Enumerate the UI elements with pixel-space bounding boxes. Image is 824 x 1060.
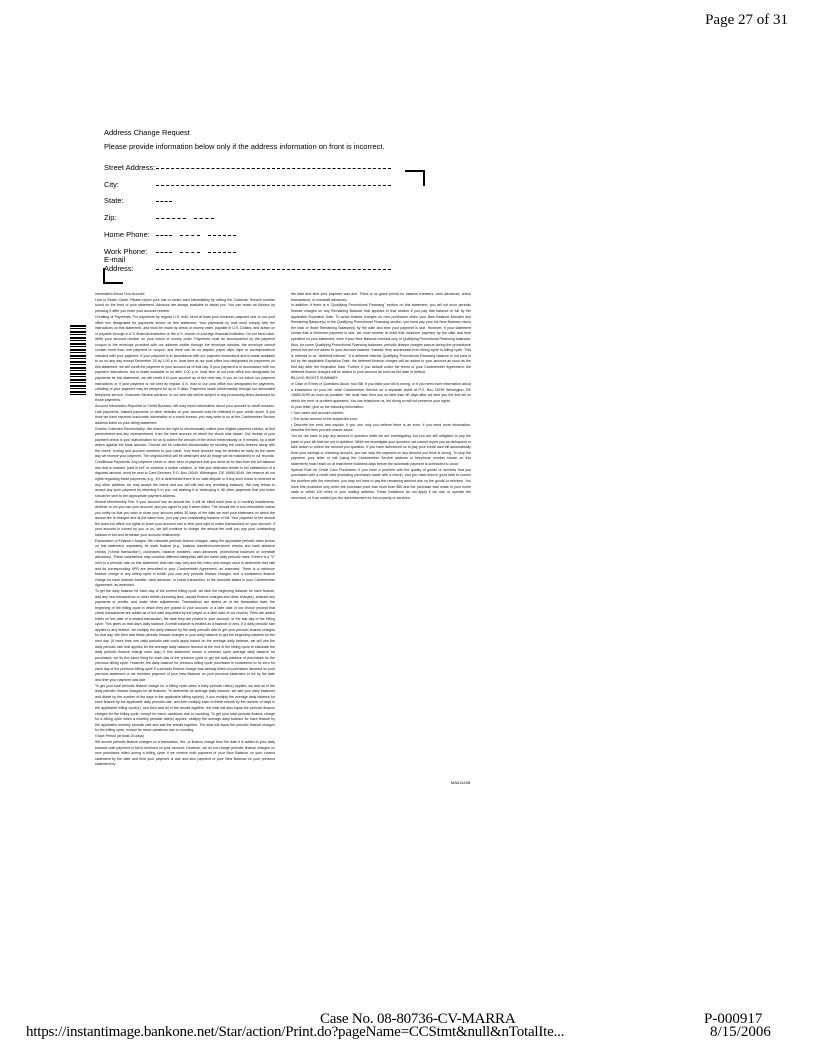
terms-paragraph: Account Information Reported to Credit Bureaus: We may report information about your account to credit bureaus. Late payments, missed payments or other defaults on your account may be reflected in your credit report. If you think we have reported inaccurate information to a credit bureau, you may write to us at the Cardmember Service address listed on your billing statement. — [95, 404, 275, 425]
form-row — [104, 155, 434, 172]
terms-paragraph: Explanation of Finance Charges: We calculate periodic finance charges, using the applicable periodic rates shown on this statement, separately for each feature (e.g., balance transfer/convenience checks and cash advance checks ("check transaction"), purchases, balance transfers, cash advances, promotional balances or overdraft advances). These calculations may combine different categories with the same daily periodic rates. If there is a "V" next to a periodic rate on this statement, that rate may vary and the index and margin used to determine that rate and its corresponding APR are described in your Cardmember Agreement, as amended. There is a minimum finance charge in any billing cycle in which you owe any periodic finance charges, and a transaction finance charge for each balance transfer, cash advance, or check transaction, in the amounts stated in your Cardmember Agreement, as amended. — [95, 538, 275, 588]
terms-paragraph: Also, for some Qualifying Promotional Financing balances, periodic finance charges accrue during the promotional period but are not added to your account balance. Instead, they accumulate from billing cycle to billing cycle. This is referred to as "deferred interest." If a deferred interest Qualifying Promotional Financing balance is not paid in full by the applicable Expiration Date, the deferred finance charges will be added to your account as soon as the first day after the Expiration Date. Further, if you default under the terms of your Cardmember Agreement, the deferred finance charges will be added to your account as soon as the date of default. — [291, 342, 471, 375]
print-url: https://instantimage.bankone.net/Star/action/Print.do?pageName=CCStmt&null&nTotalIte... — [26, 1024, 565, 1040]
terms-paragraph: Checks Collected Electronically: We reserve the right to electronically collect your eligible payment checks, at first presentment and any representment, from the bank account on which the check was drawn. Our receipt of your payment check is your authorization for us to collect the amount of the check electronically or, if needed, by a draft drawn against the bank account. Checks will be collected electronically by sending the check amount along with the check, routing and account numbers to your bank. Your bank account may be debited as early as the same day we receive your payment. The original check will be destroyed and an image will be maintained in our records. — [95, 426, 275, 459]
case-number: Case No. 08-80736-CV-MARRA — [320, 1011, 516, 1027]
corner-registration-mark — [103, 268, 123, 284]
terms-paragraph: To get the daily balance for each day of the current billing cycle, we take the beginning balance for each feature, add any new transactions or other debits (including fees, unpaid finance charges and other charges), subtract any payments or credits, and make other adjustments. Transactions are added as of the transaction date, the beginning of the billing cycle in which they are posted to your account, or a later date of our choice (except that check transactions are added as of the date deposited by the payee or a later date of our choice). Fees are added either on the date of a related transaction, the date they are posted to your account, or the last day of the billing cycle. This gives us that day's daily balance. A credit balance is treated as a balance of zero. If a daily periodic rate applies to any feature, we multiply the daily balance by the daily periodic rate to get your periodic finance charges for that day. We then add these periodic finance charges to your daily balance to get the beginning balance for the next day. (If more than one daily periodic rate could apply based on the average daily balance, we will use the daily periodic rate that applies for the average daily balance amount at the end of the billing cycle to calculate the daily periodic finance charge each day.) If this statement shows a previous cycle average daily balance for purchases, we do the same thing for each day of the previous cycle to get the daily balance of purchases for the previous billing cycle. However, the daily balance for previous billing cycle purchases is considered to be zero for each day of the previous billing cycle if a periodic finance charge was already billed on purchases itemized on your previous statement or we received payment of your New Balance on your previous statement in full by the date and time your payment was due. — [95, 589, 275, 682]
blank-line[interactable] — [156, 218, 186, 219]
page-number: Page 27 of 31 — [705, 12, 788, 28]
form-row — [104, 222, 434, 239]
blank-line[interactable] — [156, 185, 391, 186]
barcode-image — [70, 325, 86, 397]
terms-paragraph: Special Rule for Credit Card Purchases: If you have a problem with the quality of goods or services that you purchased with a credit card (excluding purchases made with a check), and you have tried in good faith to correct the problem with the merchant, you may not have to pay the remaining amount due on the goods or services. You have this protection only when the purchase price was more than $50 and the purchase was made in your home state or within 100 miles of your mailing address. These limitations do not apply if we own or operate the merchant, or if we mailed you the advertisement for the property or services. — [291, 467, 471, 500]
form-code: MA011208 — [451, 780, 471, 785]
address-change-form — [104, 128, 434, 273]
form-field-label: Home Phone: — [104, 229, 150, 239]
print-date: 8/15/2006 — [710, 1024, 771, 1040]
form-field-label: Street Address: — [104, 162, 156, 172]
form-row — [104, 189, 434, 206]
blank-line[interactable] — [156, 235, 172, 236]
terms-paragraph: You do not have to pay any amount in question while we are investigating, but you are still obligated to pay the parts of your bill that are not in question. While we investigate your question, we cannot report you as delinquent or take action to collect the amount you question. If you have authorized us to pay your credit card bill automatically from your savings or checking account, you can stop the payment on any amount you think is wrong. To stop the payment, your letter or call (using the Cardmember Service address or telephone number shown on this statement) must reach us at least three business days before the automatic payment is scheduled to occur. — [291, 434, 472, 466]
terms-paragraph: In addition, if there is a "Qualifying Promotional Financing" section on this statement, you will not incur periodic finance charges on any Remaining Balance that appears in that section if you pay that balance in full by the applicable Expiration Date. To avoid finance charges on new purchases when your New Balance includes any Remaining Balance(s) in the Qualifying Promotional Financing section, you must pay your full New Balance minus the total of those Remaining Balance(s) by the date and time your payment is due. However, if your statement shows that a minimum payment is due, we must receive at least that minimum payment by the date and time specified on your statement, even if your New Balance consists only of Qualifying Promotional Financing balances. — [291, 303, 472, 341]
terms-paragraph: Crediting of Payments: For payments by regular U.S. mail, send at least your minimum payment due to our post office box designated for payments shown on this statement. Your payments by mail must comply with the instructions on this statement, and must be made by check or money order, payable in U.S. Dollars, and drawn on or payable through a U.S. financial institution or the U.S. branch of a foreign financial institution. Do not send cash. Write your account number on your check or money order. Payments must be accompanied by the payment coupon in the envelope provided with our address visible through the envelope window; the envelope cannot contain more than one payment or coupon, and there can be no staples, paper clips, tape or correspondence included with your payment. If your payment is in accordance with our payment instructions and is made available to us on any day except December 25 by 1:00 p.m. local time at our post office box designated for payments on this statement, we will credit the payment to your account as of that day. If your payment is in accordance with our payment instructions, but is made available to us after 1:00 p.m. local time at our post office box designated for payments as this statement, we will credit it to your account as of the next day. If you do not follow our payment instructions or if your payment is not sent by regular U.S. mail to our post office box designated for payments, crediting of your payment may be delayed for up to 5 days. Payments made electronically through our automated telephone service, Customer Service advisors, or our web site will be subject to any processing times disclosed for those payments. — [95, 314, 275, 403]
terms-paragraph: Information About Your Account — [95, 292, 145, 296]
form-field-label: Zip: — [104, 213, 117, 223]
terms-paragraph: We accrue periodic finance charges on a transaction, fee, or finance charge from the date it is added to your daily balance until payment in full is received on your account. However, we do not charge periodic finance charges on new purchases billed during a billing cycle if we receive both payment of your New Balance on your current statement by the date and time your payment is due and also payment of your New Balance on your previous statement by — [95, 740, 275, 767]
form-row — [104, 256, 434, 273]
terms-paragraph: BILLING RIGHTS SUMMARY — [291, 376, 339, 381]
blank-line[interactable] — [156, 269, 391, 270]
form-fields — [104, 155, 434, 273]
blank-line[interactable] — [194, 218, 214, 219]
terms-paragraph: • Describe the error and explain, if you can, why you believe there is an error. If you need more information, describe the item you are unsure about. — [291, 422, 471, 433]
terms-column-right — [291, 292, 471, 502]
form-row — [104, 172, 434, 189]
form-title: Address Change Request — [104, 128, 190, 137]
form-field-label: State: — [104, 196, 124, 206]
blank-line[interactable] — [208, 235, 236, 236]
bates-number: P-000917 — [704, 1011, 763, 1027]
terms-paragraph: In your letter, give us the following information: — [291, 404, 364, 409]
blank-line[interactable] — [156, 201, 172, 202]
terms-paragraph: • The dollar amount of the suspected error. — [291, 416, 359, 421]
blank-line[interactable] — [156, 168, 391, 169]
blank-line[interactable] — [180, 252, 200, 253]
terms-paragraph: Annual Membership Fee: If your account has an annual fee, it will be billed each year or in monthly installments, whether or not you use your account, and you agree to pay it when billed. The annual fee is non-refundable unless you notify us that you wish to close your account within 30 days of the date we mail your statement on which the annual fee is charged and at the same time, you pay your outstanding balance in full. Your payment of the annual fee does not affect our rights to close your account and to limit your right to make transactions on your account. If your account is closed by you or us, we will continue to charge the annual fee until you pay your outstanding balance in full and terminate your account relationship. — [95, 499, 275, 537]
blank-line[interactable] — [208, 252, 236, 253]
terms-paragraph: the date and time your payment was due. There is no grace period for balance transfers, cash advances, check transactions, or overdraft advances. — [291, 292, 471, 302]
corner-registration-mark — [405, 170, 425, 186]
blank-line[interactable] — [180, 235, 200, 236]
terms-paragraph: Grace Period (at least 20 days) — [95, 734, 145, 739]
terms-column-left — [95, 292, 275, 768]
blank-line[interactable] — [156, 252, 172, 253]
terms-paragraph: • Your name and account number. — [291, 410, 345, 415]
form-field-label: E-mail Address: — [104, 254, 134, 273]
terms-paragraph: In Case of Errors or Questions About Your Bill: If you think your bill is wrong, or if you need more information about a transaction on your bill, write Cardmember Service on a separate sheet at P.O. Box 15299 Wilmington, DE 19850-5299 as soon as possible. We must hear from you no later than 60 days after we sent you the first bill on which the error or problem appeared. You can telephone us, but doing so will not preserve your rights. — [291, 382, 471, 403]
form-field-label: City: — [104, 179, 119, 189]
form-field-label: Work Phone: — [104, 246, 148, 256]
terms-paragraph: To get your total periodic finance charge for a billing cycle when a daily periodic rate(s) applies, we add all of the daily periodic finance charges for all features. To determine an average daily balance, we add your daily balances and divide by the number of the days in the applicable billing cycle(s). If you multiply the average daily balance for each feature by the applicable daily periodic rate, and then multiply each of these results by the number of days in the applicable billing cycle(s), and then add all of the results together, the total will also equal the periodic finance charges for the billing cycle, except for minor variations due to rounding. To get your total periodic finance charge for a billing cycle when a monthly periodic rate(s) applies, multiply the average daily balance for each feature by the applicable monthly periodic rate and add the results together. The total will equal the periodic finance charges for the billing cycle, except for minor variations due to rounding. — [95, 683, 275, 733]
terms-paragraph: Conditional Payments: Any payment check or other form of payment that you send us for less than the full balance due that is marked "paid in full" or contains a similar notation, or that you otherwise tender in full satisfaction of a disputed amount, must be sent to Card Services, P.O. Box 15049, Wilmington, DE 19850-5049. We reserve all our rights regarding these payments (e.g., if it is determined there is no valid dispute or if any such check is received at any other address, we may accept the check and you will still owe any remaining balance). We may refuse to accept any such payment by returning it to you, not cashing it or destroying it. All other payments that you make should be sent to the appropriate payment address. — [95, 460, 275, 498]
form-row — [104, 239, 434, 256]
form-instructions: Please provide information below only if the address information on front is incorrect. — [104, 142, 385, 151]
form-row — [104, 205, 434, 222]
terms-paragraph: Lost or Stolen Cards: Please report your lost or stolen card immediately by calling the Customer Service number found on the front of your statement. Advisors are always available to assist you. You can reach an Advisor by pressing 0 after you enter your account number. — [95, 297, 275, 314]
